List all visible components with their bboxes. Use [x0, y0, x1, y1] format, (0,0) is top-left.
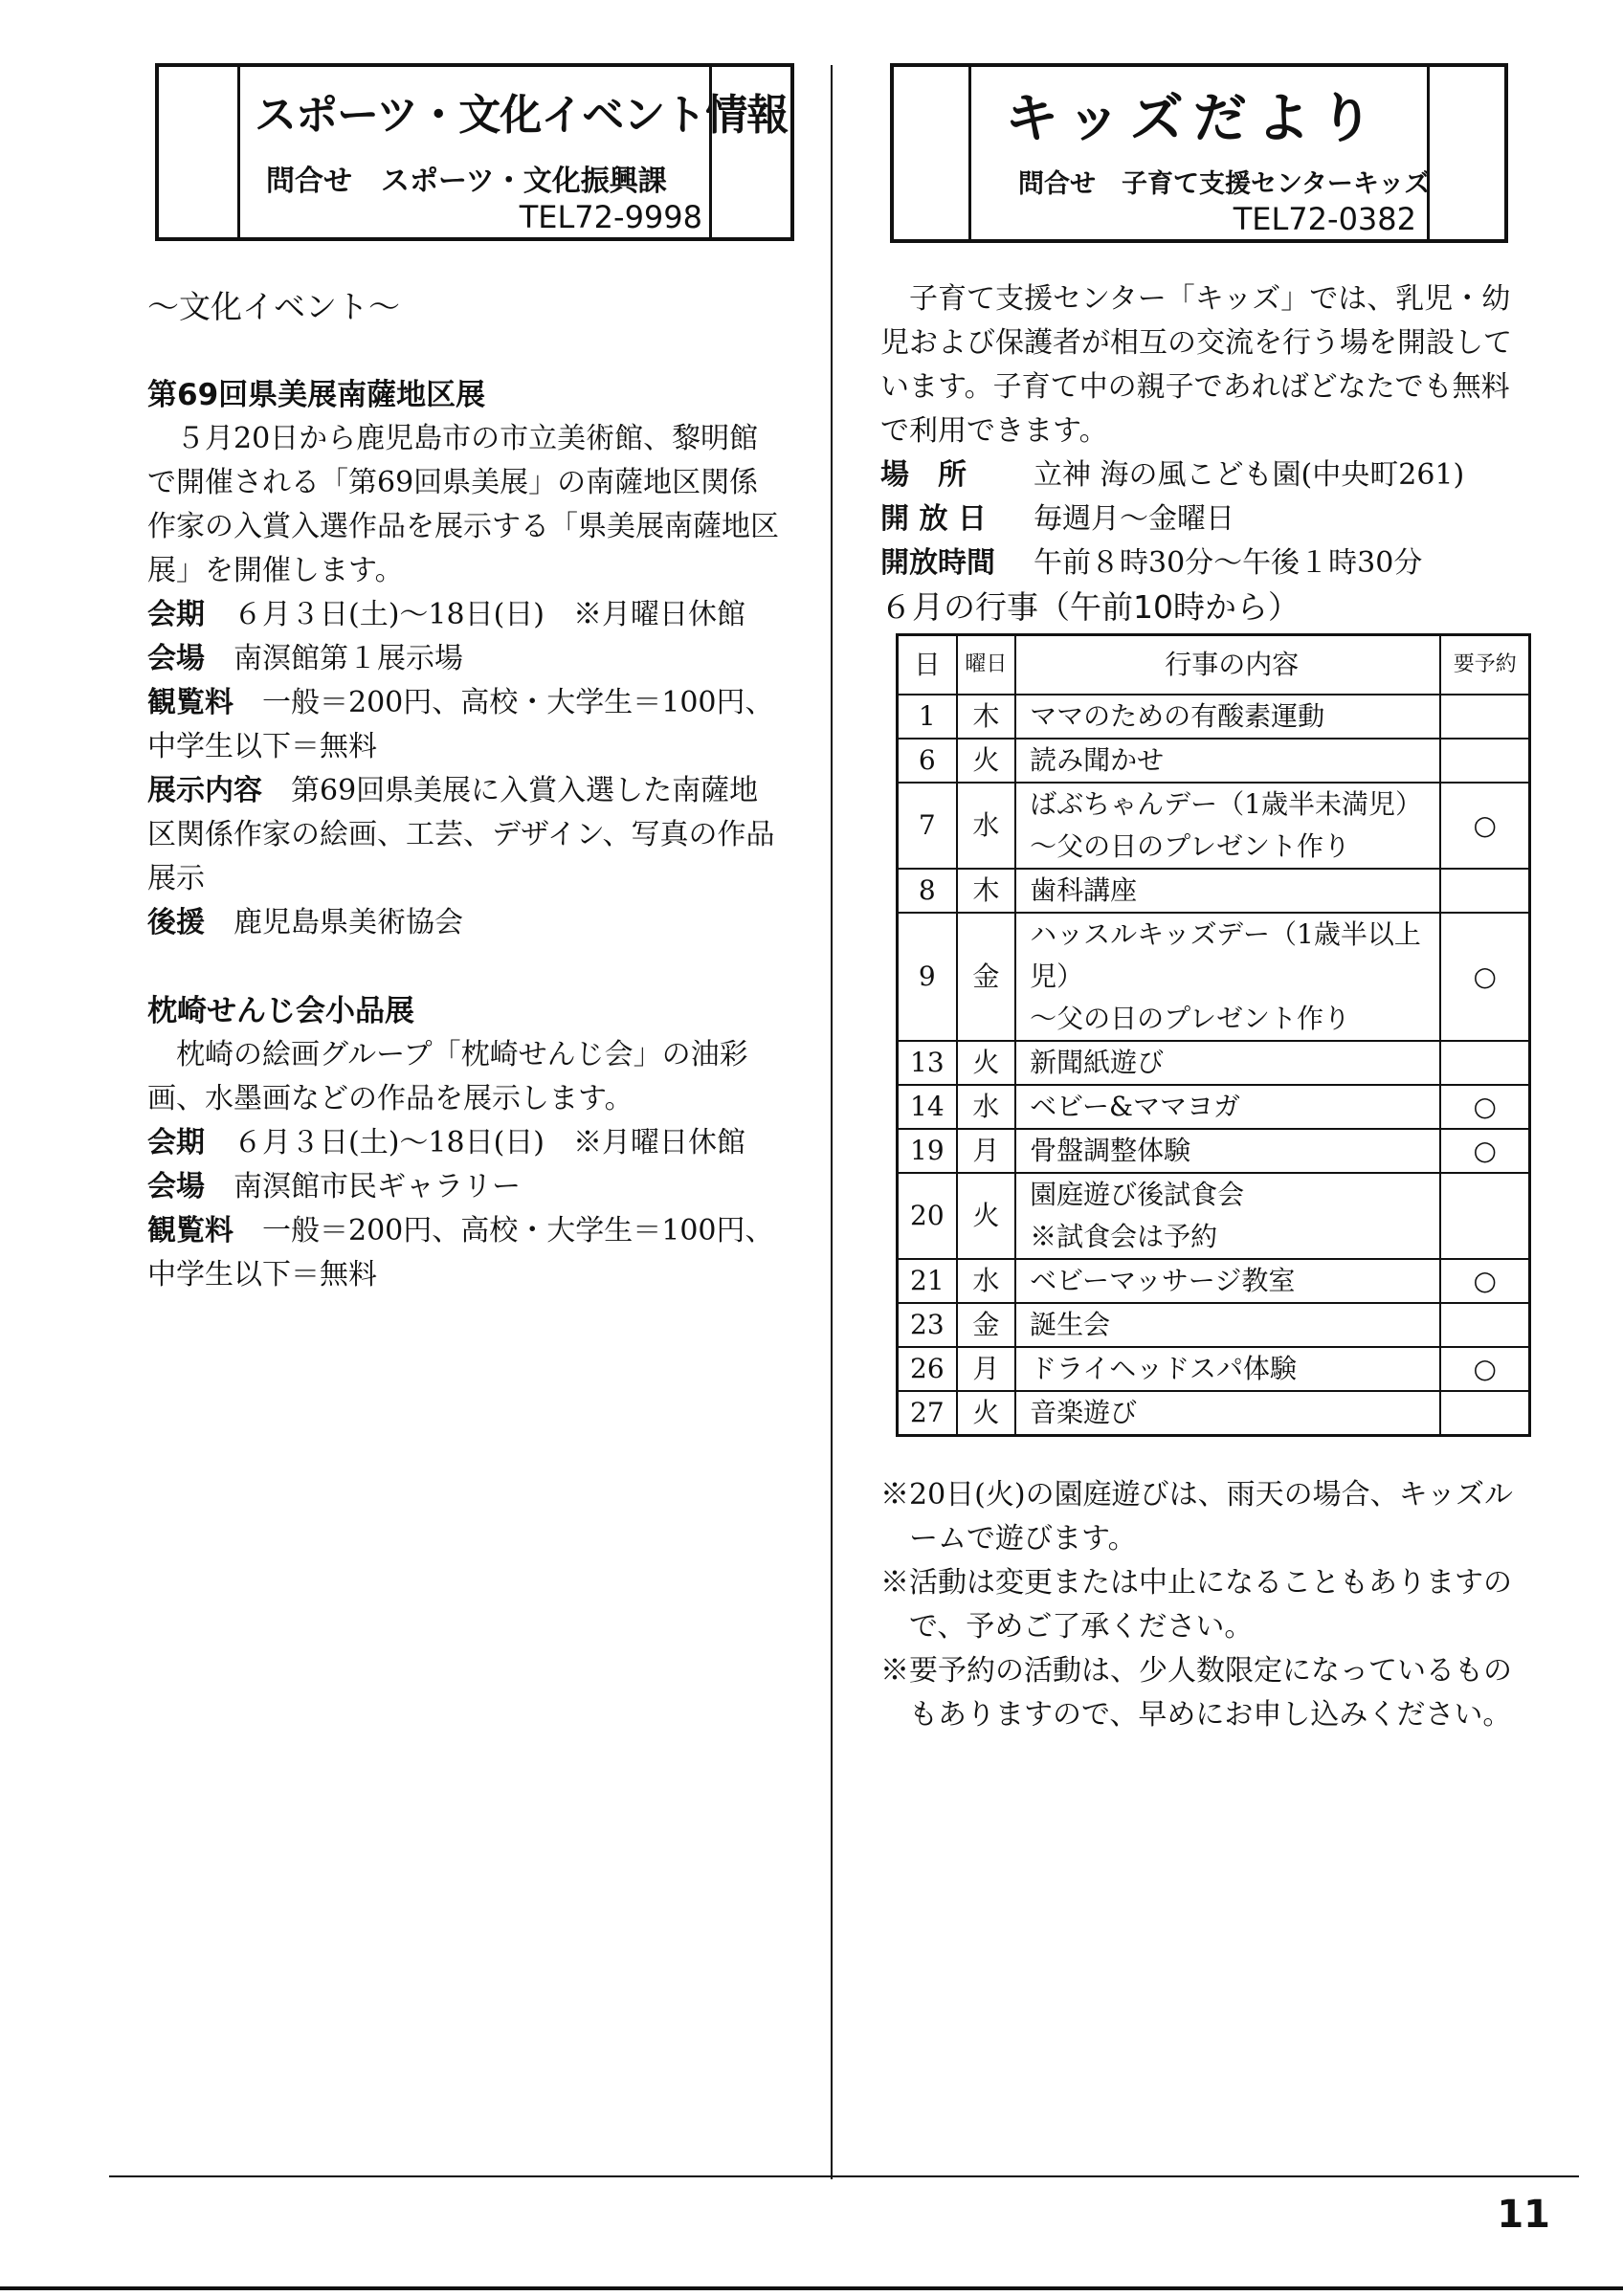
period-label: 会期	[147, 598, 205, 631]
table-row	[898, 695, 1530, 739]
venue-value: 南溟館第１展示場	[233, 642, 463, 675]
cell-reservation: ○	[1440, 783, 1529, 869]
cell-day: 14	[898, 1085, 957, 1129]
venue-value: 南溟館市民ギャラリー	[233, 1170, 521, 1203]
cell-day: 8	[898, 869, 957, 913]
event-line: 園庭遊び後試食会	[1030, 1179, 1245, 1210]
cell-reservation	[1440, 739, 1529, 783]
cell-reservation: ○	[1440, 913, 1529, 1041]
column-divider	[831, 65, 833, 2179]
event-description: 枕崎の絵画グループ「枕崎せんじ会」の油彩画、水墨画などの作品を展示します。	[147, 1038, 748, 1115]
days-value: 毎週月～金曜日	[1034, 502, 1234, 536]
table-row	[898, 869, 1530, 913]
event-line: ベビーマッサージ教室	[1030, 1265, 1296, 1296]
event-line: 誕生会	[1030, 1309, 1111, 1340]
hours-label: 開放時間	[880, 546, 995, 580]
table-row	[898, 1347, 1530, 1391]
cell-weekday: 金	[957, 1303, 1015, 1347]
schedule-title: ６月の行事（午前10時から）	[880, 588, 1300, 626]
header-event: 行事の内容	[1015, 635, 1440, 695]
cell-weekday: 月	[957, 1347, 1015, 1391]
cell-reservation: ○	[1440, 1129, 1529, 1173]
info-days	[880, 497, 1531, 541]
cell-weekday: 火	[957, 1041, 1015, 1085]
tel-number: TEL72-9998	[519, 199, 702, 235]
cell-reservation: ○	[1440, 1259, 1529, 1303]
culture-heading: ～文化イベント～	[147, 288, 400, 325]
note-item: ※要予約の活動は、少人数限定になっているものもありますので、早めにお申し込みください。	[880, 1654, 1512, 1732]
cell-event	[1015, 1303, 1440, 1347]
header-reservation: 要予約	[1440, 635, 1529, 695]
section-title: キッズだより	[1005, 88, 1383, 150]
kids-header-box	[890, 63, 1508, 243]
header-box-divider	[237, 67, 240, 237]
cell-event	[1015, 913, 1440, 1041]
event-period	[147, 593, 783, 637]
cell-event	[1015, 1391, 1440, 1436]
event-line: 骨盤調整体験	[1030, 1135, 1191, 1166]
cell-day: 19	[898, 1129, 957, 1173]
cell-reservation	[1440, 695, 1529, 739]
cell-weekday: 火	[957, 1173, 1015, 1259]
cell-event	[1015, 1085, 1440, 1129]
footer-rule	[109, 2175, 1579, 2177]
event-description: ５月20日から鹿児島市の市立美術館、黎明館で開催される「第69回県美展」の南薩地区関係作家の入賞入選作品を展示する「県美展南薩地区展」を開催します。	[147, 422, 779, 587]
cell-day: 6	[898, 739, 957, 783]
cell-day: 20	[898, 1173, 957, 1259]
info-place	[880, 453, 1531, 497]
table-row	[898, 1173, 1530, 1259]
event-line: ※試食会は予約	[1030, 1221, 1218, 1252]
cell-weekday: 月	[957, 1129, 1015, 1173]
cell-event	[1015, 1129, 1440, 1173]
table-row	[898, 739, 1530, 783]
note-item: ※20日(火)の園庭遊びは、雨天の場合、キッズルームで遊びます。	[880, 1478, 1513, 1556]
event-title: 第69回県美展南薩地区展	[147, 378, 486, 412]
place-label: 場 所	[880, 458, 967, 492]
page-number: 11	[1497, 2193, 1550, 2237]
cell-reservation: ○	[1440, 1085, 1529, 1129]
cell-event	[1015, 783, 1440, 869]
cell-day: 13	[898, 1041, 957, 1085]
cell-day: 7	[898, 783, 957, 869]
cell-day: 26	[898, 1347, 957, 1391]
period-label: 会期	[147, 1126, 205, 1159]
table-row	[898, 783, 1530, 869]
event-content	[147, 769, 783, 901]
period-value: ６月３日(土)～18日(日) ※月曜日休館	[233, 598, 745, 631]
contact-line: 問合せ 子育て支援センターキッズ	[1018, 169, 1431, 199]
hours-value: 午前８時30分～午後１時30分	[1034, 546, 1423, 580]
tel-number: TEL72-0382	[1233, 201, 1416, 237]
header-box-divider	[1427, 67, 1430, 239]
cell-day: 1	[898, 695, 957, 739]
page-edge-rule	[0, 2286, 1623, 2290]
cell-weekday: 木	[957, 869, 1015, 913]
support-value: 鹿児島県美術協会	[233, 906, 463, 939]
event-line: ベビー&ママヨガ	[1030, 1091, 1240, 1122]
event-line: 新聞紙遊び	[1030, 1047, 1165, 1078]
cell-day: 21	[898, 1259, 957, 1303]
fee-value: 一般＝200円、高校・大学生＝100円、中学生以下＝無料	[147, 1214, 774, 1292]
header-box-divider	[968, 67, 971, 239]
cell-event	[1015, 695, 1440, 739]
table-row	[898, 1259, 1530, 1303]
cell-weekday: 火	[957, 1391, 1015, 1436]
fee-label: 観覧料	[147, 1214, 233, 1247]
event-line: ドライヘッドスパ体験	[1030, 1353, 1298, 1384]
table-row	[898, 1303, 1530, 1347]
cell-weekday: 金	[957, 913, 1015, 1041]
cell-day: 9	[898, 913, 957, 1041]
venue-label: 会場	[147, 642, 205, 675]
header-weekday: 曜日	[957, 635, 1015, 695]
table-row	[898, 913, 1530, 1041]
cell-weekday: 火	[957, 739, 1015, 783]
event-title: 枕崎せんじ会小品展	[147, 994, 414, 1028]
event-fee	[147, 1209, 783, 1297]
table-row	[898, 1041, 1530, 1085]
event-venue	[147, 1165, 783, 1209]
notes-list	[880, 1473, 1531, 1737]
contact-line: 問合せ スポーツ・文化振興課	[266, 165, 667, 198]
cell-event	[1015, 869, 1440, 913]
note-item: ※活動は変更または中止になることもありますので、予めご了承ください。	[880, 1566, 1512, 1644]
culture-events-column	[147, 285, 783, 1297]
period-value: ６月３日(土)～18日(日) ※月曜日休館	[233, 1126, 745, 1159]
header-day: 日	[898, 635, 957, 695]
event-line: ハッスルキッズデー（1歳半以上児）	[1030, 918, 1421, 992]
table-row	[898, 1129, 1530, 1173]
cell-event	[1015, 739, 1440, 783]
event-fee	[147, 681, 783, 769]
cell-event	[1015, 1347, 1440, 1391]
cell-weekday: 水	[957, 1259, 1015, 1303]
cell-reservation	[1440, 869, 1529, 913]
cell-reservation	[1440, 1303, 1529, 1347]
table-row	[898, 1085, 1530, 1129]
table-header-row	[898, 635, 1530, 695]
support-label: 後援	[147, 906, 205, 939]
cell-weekday: 水	[957, 1085, 1015, 1129]
info-hours	[880, 541, 1531, 585]
kids-column	[880, 277, 1531, 1737]
event-support	[147, 901, 783, 945]
cell-reservation	[1440, 1041, 1529, 1085]
kids-intro: 子育て支援センター「キッズ」では、乳児・幼児および保護者が相互の交流を行う場を開設しています。子育て中の親子であればどなたでも無料で利用できます。	[880, 282, 1512, 448]
cell-reservation	[1440, 1391, 1529, 1436]
schedule-table	[896, 633, 1531, 1437]
fee-value: 一般＝200円、高校・大学生＝100円、中学生以下＝無料	[147, 686, 774, 763]
place-value: 立神 海の風こども園(中央町261)	[1034, 458, 1465, 492]
event-line: ばぶちゃんデー（1歳半未満児）	[1030, 788, 1422, 820]
cell-day: 27	[898, 1391, 957, 1436]
section-title: スポーツ・文化イベント情報	[255, 91, 789, 140]
event-line: 歯科講座	[1030, 874, 1138, 906]
cell-reservation	[1440, 1173, 1529, 1259]
content-label: 展示内容	[147, 774, 262, 807]
cell-reservation: ○	[1440, 1347, 1529, 1391]
cell-event	[1015, 1259, 1440, 1303]
event-line: ～父の日のプレゼント作り	[1030, 1003, 1351, 1034]
cell-day: 23	[898, 1303, 957, 1347]
event-line: ママのための有酸素運動	[1030, 700, 1325, 732]
cell-event	[1015, 1041, 1440, 1085]
table-row	[898, 1391, 1530, 1436]
event-line: 読み聞かせ	[1030, 744, 1165, 776]
event-line: 音楽遊び	[1030, 1397, 1138, 1428]
fee-label: 観覧料	[147, 686, 233, 719]
days-label: 開 放 日	[880, 502, 987, 536]
cell-event	[1015, 1173, 1440, 1259]
event-period	[147, 1121, 783, 1165]
content-value: 第69回県美展に入賞入選した南薩地区関係作家の絵画、工芸、デザイン、写真の作品展示	[147, 774, 775, 895]
sports-culture-header-box	[155, 63, 794, 241]
cell-weekday: 水	[957, 783, 1015, 869]
venue-label: 会場	[147, 1170, 205, 1203]
event-line: ～父の日のプレゼント作り	[1030, 830, 1351, 862]
cell-weekday: 木	[957, 695, 1015, 739]
event-venue	[147, 637, 783, 681]
